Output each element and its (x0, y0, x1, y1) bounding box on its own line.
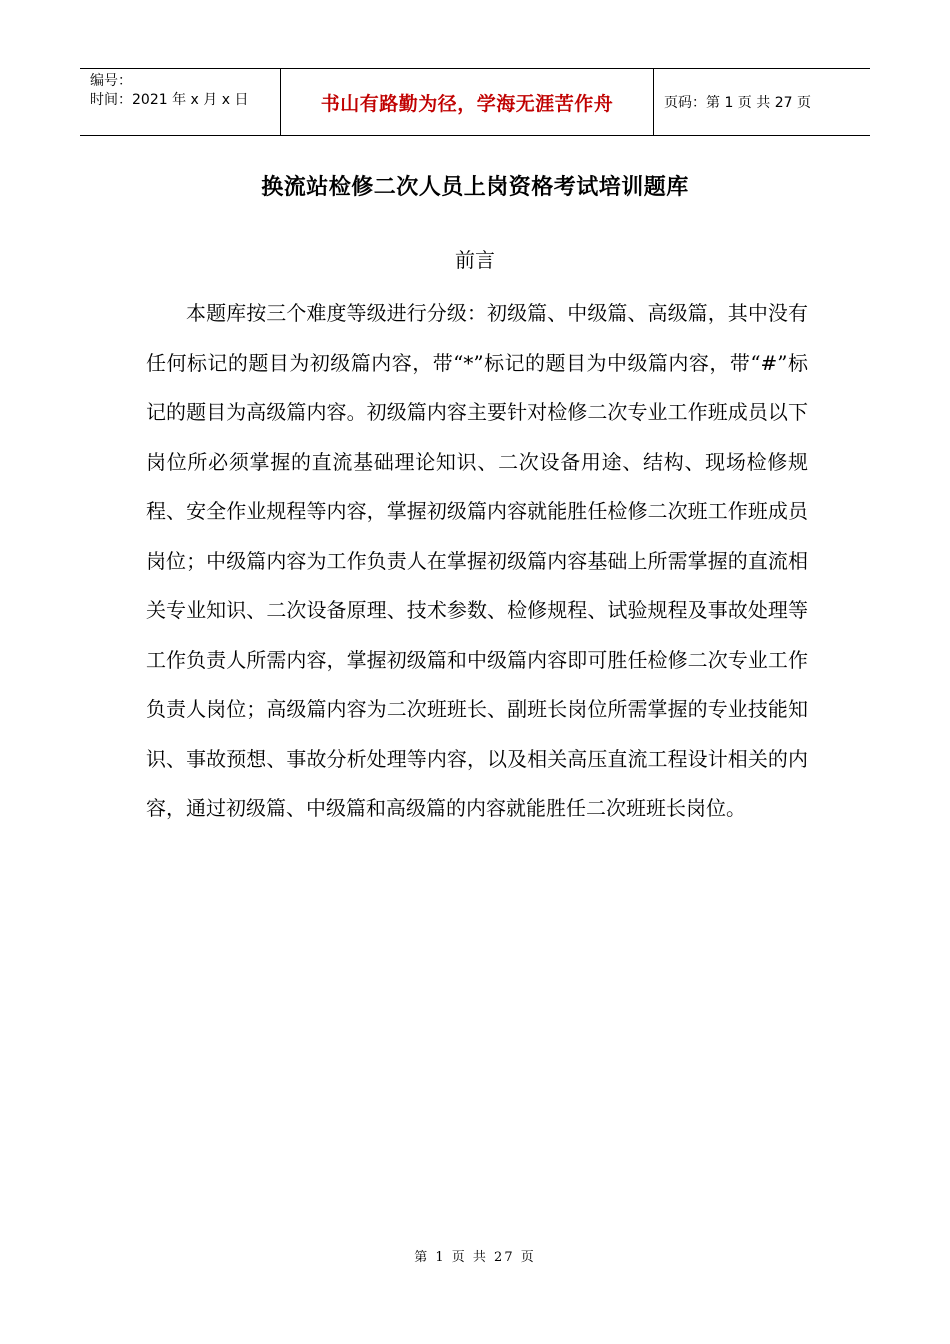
header-page-cell (654, 69, 870, 135)
document-time-label: 时间：2021 年 x 月 x 日 (90, 92, 249, 108)
page-header (80, 68, 870, 136)
header-motto: 书山有路勤为径，学海无涯苦作舟 (320, 92, 614, 115)
header-motto-cell (281, 69, 654, 135)
document-number-label: 编号： (90, 73, 132, 89)
page-footer: 第 1 页 共 27 页 (414, 1250, 536, 1265)
document-title: 换流站检修二次人员上岗资格考试培训题库 (261, 174, 689, 200)
section-heading: 前言 (455, 248, 495, 272)
header-meta-cell (80, 69, 281, 135)
body-paragraph: 本题库按三个难度等级进行分级：初级篇、中级篇、高级篇，其中没有任何标记的题目为初级篇内容，带“*”标记的题目为中级篇内容，带“#”标记的题目为高级篇内容。初级篇内容主要针对检修二次专业工作班成员以下岗位所必须掌握的直流基础理论知识、二次设备用途、结构、现场检修规程、安全作业规程等内容，掌握初级篇内容就能胜任检修二次班工作班成员岗位；中级篇内容为工作负责人在掌握初级篇内容基础上所需掌握的直流相关专业知识、二次设备原理、技术参数、检修规程、试验规程及事故处理等工作负责人所需内容，掌握初级篇和中级篇内容即可胜任检修二次专业工作负责人岗位；高级篇内容为二次班班长、副班长岗位所需掌握的专业技能知识、事故预想、事故分析处理等内容，以及相关高压直流工程设计相关的内容，通过初级篇、中级篇和高级篇的内容就能胜任二次班班长岗位。 (146, 301, 808, 820)
header-page-info: 页码：第 1 页 共 27 页 (664, 95, 811, 111)
